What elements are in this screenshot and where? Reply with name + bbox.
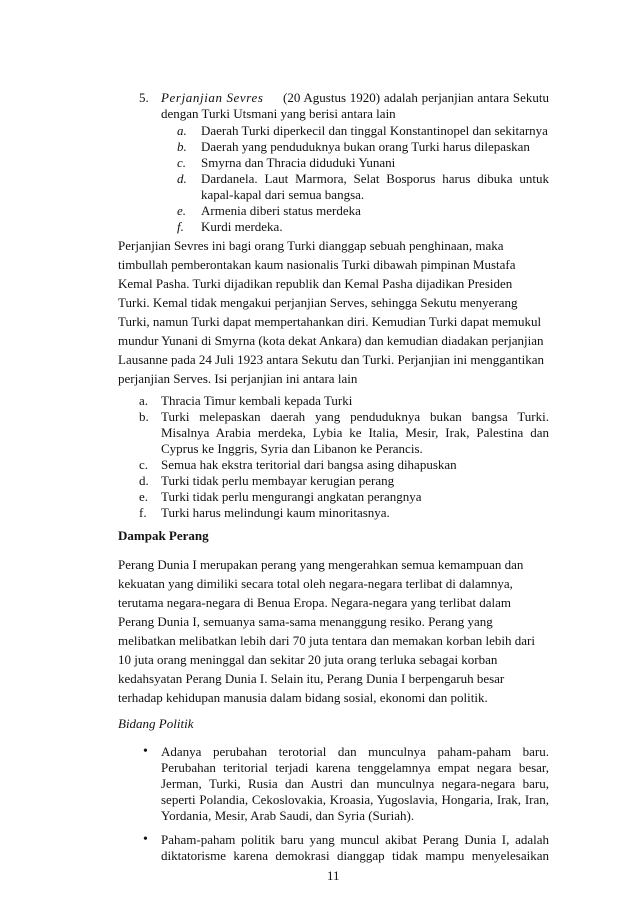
sevres-item-marker: f.	[177, 219, 184, 234]
lausanne-item-text: Cyprus ke Inggris, Syria dan Libanon ke Perancis.	[161, 441, 423, 456]
sevres-item-text: Armenia diberi status merdeka	[201, 203, 361, 218]
lausanne-item-marker: b.	[139, 409, 149, 424]
sevres-item-continuation: kapal-kapal dari semua bangsa.	[201, 187, 365, 202]
bullet-item-text: Adanya perubahan terotorial dan munculnya paham-paham baru.	[161, 744, 549, 759]
bullet-item-text: Paham-paham politik baru yang muncul akibat Perang Dunia I, adalah	[161, 832, 549, 847]
bullet-item-text: seperti Polandia, Cekoslovakia, Kroasia, Yugoslavia, Hongaria, Irak, Iran,	[161, 792, 549, 807]
lausanne-item-text: Semua hak ekstra teritorial dari bangsa asing dihapuskan	[161, 457, 457, 472]
paragraph-line: terutama negara-negara di Benua Eropa. Negara-negara yang terlibat dalam	[118, 595, 512, 610]
lausanne-item-marker: f.	[139, 505, 147, 520]
sevres-number: 5.	[139, 90, 149, 105]
sevres-item-text: Daerah Turki diperkecil dan tinggal Konstantinopel dan sekitarnya	[201, 123, 548, 138]
section-heading-dampak: Dampak Perang	[118, 528, 209, 543]
sevres-title: Perjanjian Sevres	[161, 90, 264, 105]
lausanne-item-marker: a.	[139, 393, 149, 408]
sevres-item-marker: c.	[177, 155, 187, 170]
sevres-item-marker: b.	[177, 139, 187, 154]
section-heading-politik: Bidang Politik	[118, 716, 194, 731]
paragraph-line: Perjanjian Sevres ini bagi orang Turki dianggap sebuah penghinaan, maka	[118, 238, 504, 253]
bullet-icon: •	[143, 744, 148, 759]
bullet-icon: •	[143, 832, 148, 847]
lausanne-item-marker: c.	[139, 457, 149, 472]
sevres-item-marker: d.	[177, 171, 187, 186]
lausanne-item-text: Turki tidak perlu mengurangi angkatan perangnya	[161, 489, 422, 504]
paragraph-line: 10 juta orang meninggal dan sekitar 20 juta orang terluka sebagai korban	[118, 652, 498, 667]
lausanne-item-text: Turki harus melindungi kaum minoritasnya.	[161, 505, 390, 520]
paragraph-line: Turki, namun Turki dapat mempertahankan diri. Kemudian Turki dapat memukul	[118, 314, 542, 329]
paragraph-line: Turki. Kemal tidak mengakui perjanjian Serves, sehingga Sekutu menyerang	[118, 295, 518, 310]
sevres-item-text: Daerah yang penduduknya bukan orang Turki harus dilepaskan	[201, 139, 530, 154]
sevres-item-text: Smyrna dan Thracia diduduki Yunani	[201, 155, 396, 170]
paragraph-line: perjanjian Serves. Isi perjanjian ini antara lain	[118, 371, 358, 386]
sevres-item-marker: e.	[177, 203, 187, 218]
bullet-item-text: Jerman, Turki, Rusia dan Austri dan munculnya negara-negara baru,	[161, 776, 549, 791]
paragraph-line: kekuatan yang dimiliki secara total oleh negara-negara terlibat di dalamnya,	[118, 576, 513, 591]
sevres-intro-line2: dengan Turki Utsmani yang berisi antara lain	[161, 106, 396, 121]
sevres-item-text: Dardanela. Laut Marmora, Selat Bosporus harus dibuka untuk	[201, 171, 549, 186]
paragraph-line: mundur Yunani di Smyrna (kota dekat Ankara) dan kemudian diadakan perjanjian	[118, 333, 544, 348]
paragraph-line: Lausanne pada 24 Juli 1923 antara Sekutu dan Turki. Perjanjian ini menggantikan	[118, 352, 545, 367]
sevres-item-marker: a.	[177, 123, 187, 138]
lausanne-item-marker: e.	[139, 489, 149, 504]
paragraph-line: Perang Dunia I, semuanya sama-sama menanggung resiko. Perang yang	[118, 614, 493, 629]
sevres-item-text: Kurdi merdeka.	[201, 219, 283, 234]
sevres-intro-rest: (20 Agustus 1920) adalah perjanjian antara Sekutu	[283, 90, 549, 105]
bullet-item-text: Perubahan teritorial terjadi karena tenggelamnya empat negara besar,	[161, 760, 549, 775]
page-number: 11	[327, 868, 340, 883]
lausanne-item-text: Turki melepaskan daerah yang penduduknya bukan bangsa Turki.	[161, 409, 549, 424]
paragraph-line: Perang Dunia I merupakan perang yang mengerahkan semua kemampuan dan	[118, 557, 524, 572]
lausanne-item-marker: d.	[139, 473, 149, 488]
paragraph-line: Kemal Pasha. Turki dijadikan republik dan Kemal Pasha dijadikan Presiden	[118, 276, 513, 291]
bullet-item-text: diktatorisme karena demokrasi dianggap tidak mampu menyelesaikan	[161, 848, 549, 863]
bullet-item-text: Yordania, Mesir, Arab Saudi, dan Syria (Suriah).	[161, 808, 415, 823]
paragraph-line: terhadap kehidupan manusia dalam bidang sosial, ekonomi dan politik.	[118, 690, 488, 705]
lausanne-item-text: Turki tidak perlu membayar kerugian perang	[161, 473, 395, 488]
paragraph-line: timbullah pemberontakan kaum nasionalis Turki dibawah pimpinan Mustafa	[118, 257, 516, 272]
paragraph-line: kedahsyatan Perang Dunia I. Selain itu, Perang Dunia I berpengaruh besar	[118, 671, 505, 686]
paragraph-line: melibatkan melibatkan lebih dari 70 juta tentara dan memakan korban lebih dari	[118, 633, 535, 648]
lausanne-item-text: Thracia Timur kembali kepada Turki	[161, 393, 353, 408]
lausanne-item-text: Misalnya Arabia merdeka, Lybia ke Italia, Mesir, Irak, Palestina dan	[161, 425, 549, 440]
